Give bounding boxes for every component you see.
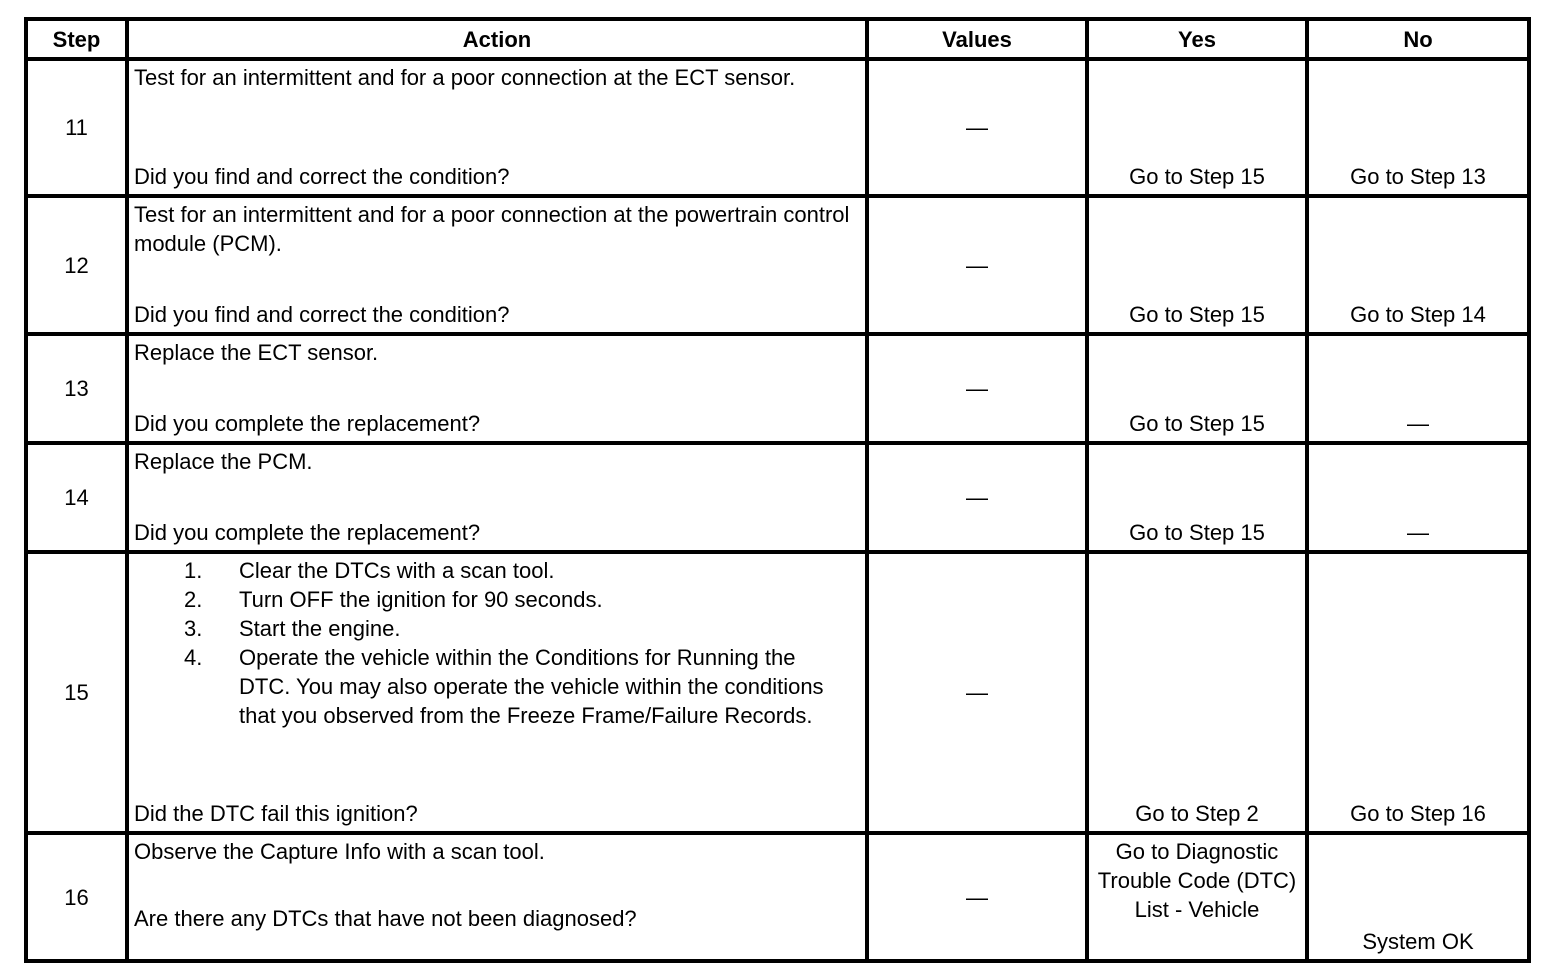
step-index: 4.	[184, 645, 203, 670]
no-link[interactable]: Go to Step 14	[1307, 196, 1529, 334]
yes-link[interactable]: Go to Step 15	[1087, 196, 1307, 334]
table-row	[26, 334, 1529, 443]
table-row	[26, 552, 1529, 833]
list-item	[134, 643, 865, 730]
values-cell: —	[867, 196, 1087, 334]
step-text: Start the engine.	[239, 616, 401, 641]
action-text: Test for an intermittent and for a poor connection at the ECT sensor.	[134, 65, 796, 90]
values-cell: —	[867, 59, 1087, 196]
yes-link[interactable]: Go to Diagnostic Trouble Code (DTC) List - Vehicle	[1087, 833, 1307, 961]
action-cell	[127, 196, 867, 334]
list-item	[134, 614, 865, 643]
action-question: Did you find and correct the condition?	[134, 164, 510, 189]
action-cell	[127, 833, 867, 961]
header-row	[26, 19, 1529, 59]
action-cell	[127, 552, 867, 833]
action-text: Replace the ECT sensor.	[134, 340, 379, 365]
header-step: Step	[26, 19, 127, 59]
numbered-steps-list	[134, 556, 865, 730]
list-item	[134, 556, 865, 585]
step-number: 13	[26, 334, 127, 443]
table-row	[26, 59, 1529, 196]
diagnostic-table	[24, 17, 1531, 963]
step-text: Turn OFF the ignition for 90 seconds.	[239, 587, 603, 612]
step-index: 2.	[184, 587, 203, 612]
action-question: Did the DTC fail this ignition?	[134, 801, 418, 826]
yes-link[interactable]: Go to Step 15	[1087, 334, 1307, 443]
no-link[interactable]: Go to Step 13	[1307, 59, 1529, 196]
action-question: Did you find and correct the condition?	[134, 302, 510, 327]
step-text: Clear the DTCs with a scan tool.	[239, 558, 555, 583]
action-text: Replace the PCM.	[134, 449, 313, 474]
step-number: 14	[26, 443, 127, 552]
yes-link[interactable]: Go to Step 15	[1087, 443, 1307, 552]
header-values: Values	[867, 19, 1087, 59]
step-number: 12	[26, 196, 127, 334]
no-link[interactable]: Go to Step 16	[1307, 552, 1529, 833]
step-index: 3.	[184, 616, 203, 641]
step-index: 1.	[184, 558, 203, 583]
step-number: 15	[26, 552, 127, 833]
values-cell: —	[867, 833, 1087, 961]
step-number: 16	[26, 833, 127, 961]
list-item	[134, 585, 865, 614]
no-value: —	[1307, 443, 1529, 552]
values-cell: —	[867, 334, 1087, 443]
no-link[interactable]: System OK	[1307, 833, 1529, 961]
action-cell	[127, 334, 867, 443]
action-question: Are there any DTCs that have not been diagnosed?	[134, 906, 637, 931]
action-cell	[127, 443, 867, 552]
values-cell: —	[867, 443, 1087, 552]
table-row	[26, 833, 1529, 961]
step-text: Operate the vehicle within the Conditions for Running the DTC. You may also operate the vehicle within the conditions that you observed from the Freeze Frame/Failure Records.	[239, 645, 824, 728]
values-cell: —	[867, 552, 1087, 833]
action-cell	[127, 59, 867, 196]
no-value: —	[1307, 334, 1529, 443]
action-steps	[129, 554, 865, 730]
action-text: Observe the Capture Info with a scan tool.	[134, 839, 545, 864]
action-question: Did you complete the replacement?	[134, 411, 481, 436]
header-action: Action	[127, 19, 867, 59]
yes-link[interactable]: Go to Step 2	[1087, 552, 1307, 833]
action-question: Did you complete the replacement?	[134, 520, 481, 545]
header-yes: Yes	[1087, 19, 1307, 59]
yes-link[interactable]: Go to Step 15	[1087, 59, 1307, 196]
step-number: 11	[26, 59, 127, 196]
header-no: No	[1307, 19, 1529, 59]
action-text: Test for an intermittent and for a poor connection at the powertrain control module (PCM).	[134, 202, 850, 256]
table-row	[26, 443, 1529, 552]
table-row	[26, 196, 1529, 334]
